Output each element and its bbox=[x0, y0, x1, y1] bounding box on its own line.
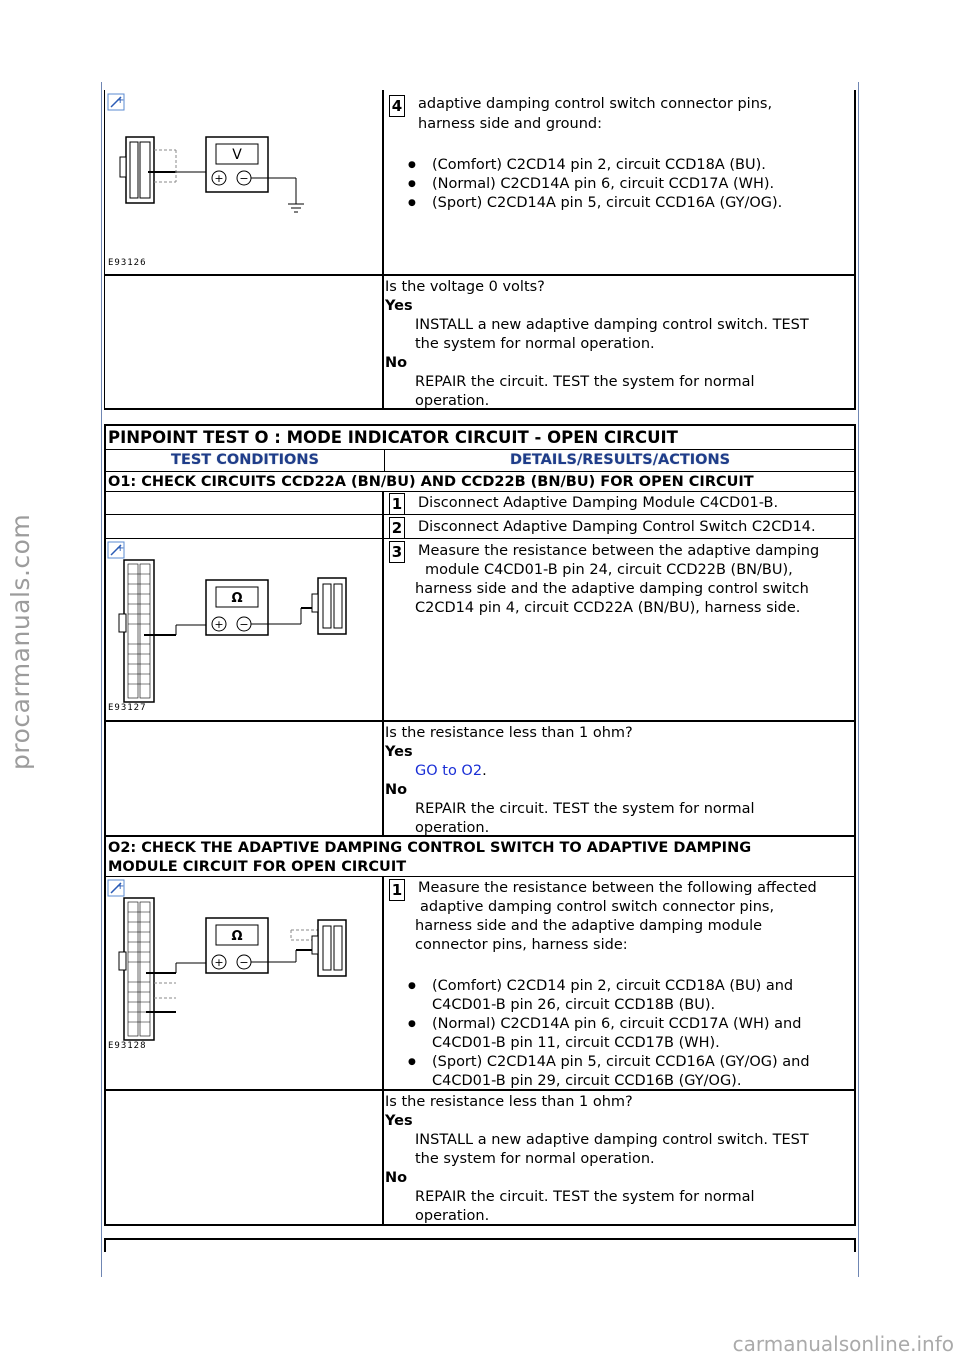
yes-label: Yes bbox=[385, 298, 413, 314]
list-item: ● (Comfort) C2CD14 pin 2, circuit CCD18A (BU). bbox=[432, 156, 766, 175]
image-code: E93128 bbox=[108, 1041, 147, 1051]
step-text: adaptive damping control switch connector pins, bbox=[418, 96, 773, 112]
step-text: adaptive damping control switch connector pins, bbox=[420, 899, 775, 915]
no-label: No bbox=[385, 355, 408, 371]
svg-text:−: − bbox=[239, 172, 249, 185]
column-header-details: DETAILS/RESULTS/ACTIONS bbox=[509, 452, 731, 468]
next-table-top bbox=[104, 1238, 856, 1240]
yes-action: the system for normal operation. bbox=[415, 336, 655, 352]
column-header-conditions: TEST CONDITIONS bbox=[171, 452, 319, 468]
question-text: Is the voltage 0 volts? bbox=[385, 279, 545, 295]
step-text: harness side and the adaptive damping control switch bbox=[415, 581, 809, 597]
yes-label: Yes bbox=[385, 1113, 413, 1129]
list-item: ● (Comfort) C2CD14 pin 2, circuit CCD18A (BU) and bbox=[432, 977, 793, 996]
step-number: 1 bbox=[389, 879, 405, 901]
list-item: ● (Sport) C2CD14A pin 5, circuit CCD16A (GY/OG). bbox=[432, 194, 782, 213]
watermark-left: procarmanuals.com bbox=[6, 513, 35, 770]
step-text: harness side and the adaptive damping module bbox=[415, 918, 763, 934]
svg-text:+: + bbox=[214, 956, 224, 969]
yes-action: INSTALL a new adaptive damping control switch. TEST bbox=[415, 1132, 809, 1148]
svg-text:+: + bbox=[116, 543, 125, 554]
diagram-e93127 bbox=[106, 540, 380, 718]
step-text: connector pins, harness side: bbox=[415, 937, 628, 953]
o2-title: O2: CHECK THE ADAPTIVE DAMPING CONTROL SWITCH TO ADAPTIVE DAMPING bbox=[108, 840, 752, 856]
no-action: REPAIR the circuit. TEST the system for normal bbox=[415, 1189, 755, 1205]
pinpoint-title: PINPOINT TEST O : MODE INDICATOR CIRCUIT - OPEN CIRCUIT bbox=[108, 428, 678, 447]
list-item-cont: C4CD01-B pin 11, circuit CCD17B (WH). bbox=[432, 1035, 720, 1051]
step-text: module C4CD01-B pin 24, circuit CCD22B (BN/BU), bbox=[425, 562, 793, 578]
question-text: Is the resistance less than 1 ohm? bbox=[385, 1094, 633, 1110]
list-item: ● (Normal) C2CD14A pin 6, circuit CCD17A (WH) and bbox=[432, 1015, 801, 1034]
step-text: Disconnect Adaptive Damping Control Switch C2CD14. bbox=[418, 519, 816, 535]
step-text: C2CD14 pin 4, circuit CCD22A (BN/BU), harness side. bbox=[415, 600, 801, 616]
image-code: E93126 bbox=[108, 258, 147, 268]
meter-label-v: V bbox=[232, 147, 242, 163]
list-item: ● (Sport) C2CD14A pin 5, circuit CCD16A (GY/OG) and bbox=[432, 1053, 810, 1072]
step-number: 3 bbox=[389, 541, 405, 563]
step-text: Measure the resistance between the adaptive damping bbox=[418, 543, 820, 559]
question-text: Is the resistance less than 1 ohm? bbox=[385, 725, 633, 741]
no-label: No bbox=[385, 782, 408, 798]
step-text: Measure the resistance between the following affected bbox=[418, 880, 817, 896]
svg-text:Ω: Ω bbox=[231, 929, 243, 944]
yes-action: INSTALL a new adaptive damping control switch. TEST bbox=[415, 317, 809, 333]
yes-action: the system for normal operation. bbox=[415, 1151, 655, 1167]
o1-title: O1: CHECK CIRCUITS CCD22A (BN/BU) AND CCD22B (BN/BU) FOR OPEN CIRCUIT bbox=[108, 474, 754, 490]
diagram-e93128 bbox=[106, 878, 380, 1056]
watermark-bottom: carmanualsonline.info bbox=[732, 1332, 954, 1356]
step-number: 4 bbox=[389, 95, 405, 117]
list-item: ● (Normal) C2CD14A pin 6, circuit CCD17A (WH). bbox=[432, 175, 774, 194]
meter-label-ohm: Ω bbox=[231, 591, 243, 606]
svg-text:+: + bbox=[116, 881, 125, 892]
no-label: No bbox=[385, 1170, 408, 1186]
image-code: E93127 bbox=[108, 703, 147, 713]
list-item-cont: C4CD01-B pin 26, circuit CCD18B (BU). bbox=[432, 997, 716, 1013]
no-action: operation. bbox=[415, 820, 490, 836]
svg-text:+: + bbox=[214, 618, 224, 631]
o2-title: MODULE CIRCUIT FOR OPEN CIRCUIT bbox=[108, 859, 407, 875]
svg-text:+: + bbox=[214, 172, 224, 185]
no-action: REPAIR the circuit. TEST the system for normal bbox=[415, 801, 755, 817]
step-number: 1 bbox=[389, 493, 405, 515]
diagram-e93126 bbox=[106, 92, 380, 272]
step-text: Disconnect Adaptive Damping Module C4CD01-B. bbox=[418, 495, 779, 511]
svg-text:+: + bbox=[116, 95, 125, 106]
step-number: 2 bbox=[389, 517, 405, 539]
page-right-border bbox=[858, 82, 859, 1277]
yes-action: GO to O2. bbox=[415, 763, 487, 779]
page-left-border bbox=[101, 82, 102, 1277]
step-text: harness side and ground: bbox=[418, 116, 603, 132]
no-action: REPAIR the circuit. TEST the system for normal bbox=[415, 374, 755, 390]
svg-text:−: − bbox=[239, 618, 249, 631]
yes-label: Yes bbox=[385, 744, 413, 760]
go-to-o2-link[interactable]: GO to O2 bbox=[415, 763, 483, 779]
no-action: operation. bbox=[415, 1208, 490, 1224]
list-item-cont: C4CD01-B pin 29, circuit CCD16B (GY/OG). bbox=[432, 1073, 742, 1089]
no-action: operation. bbox=[415, 393, 490, 409]
svg-text:−: − bbox=[239, 956, 249, 969]
